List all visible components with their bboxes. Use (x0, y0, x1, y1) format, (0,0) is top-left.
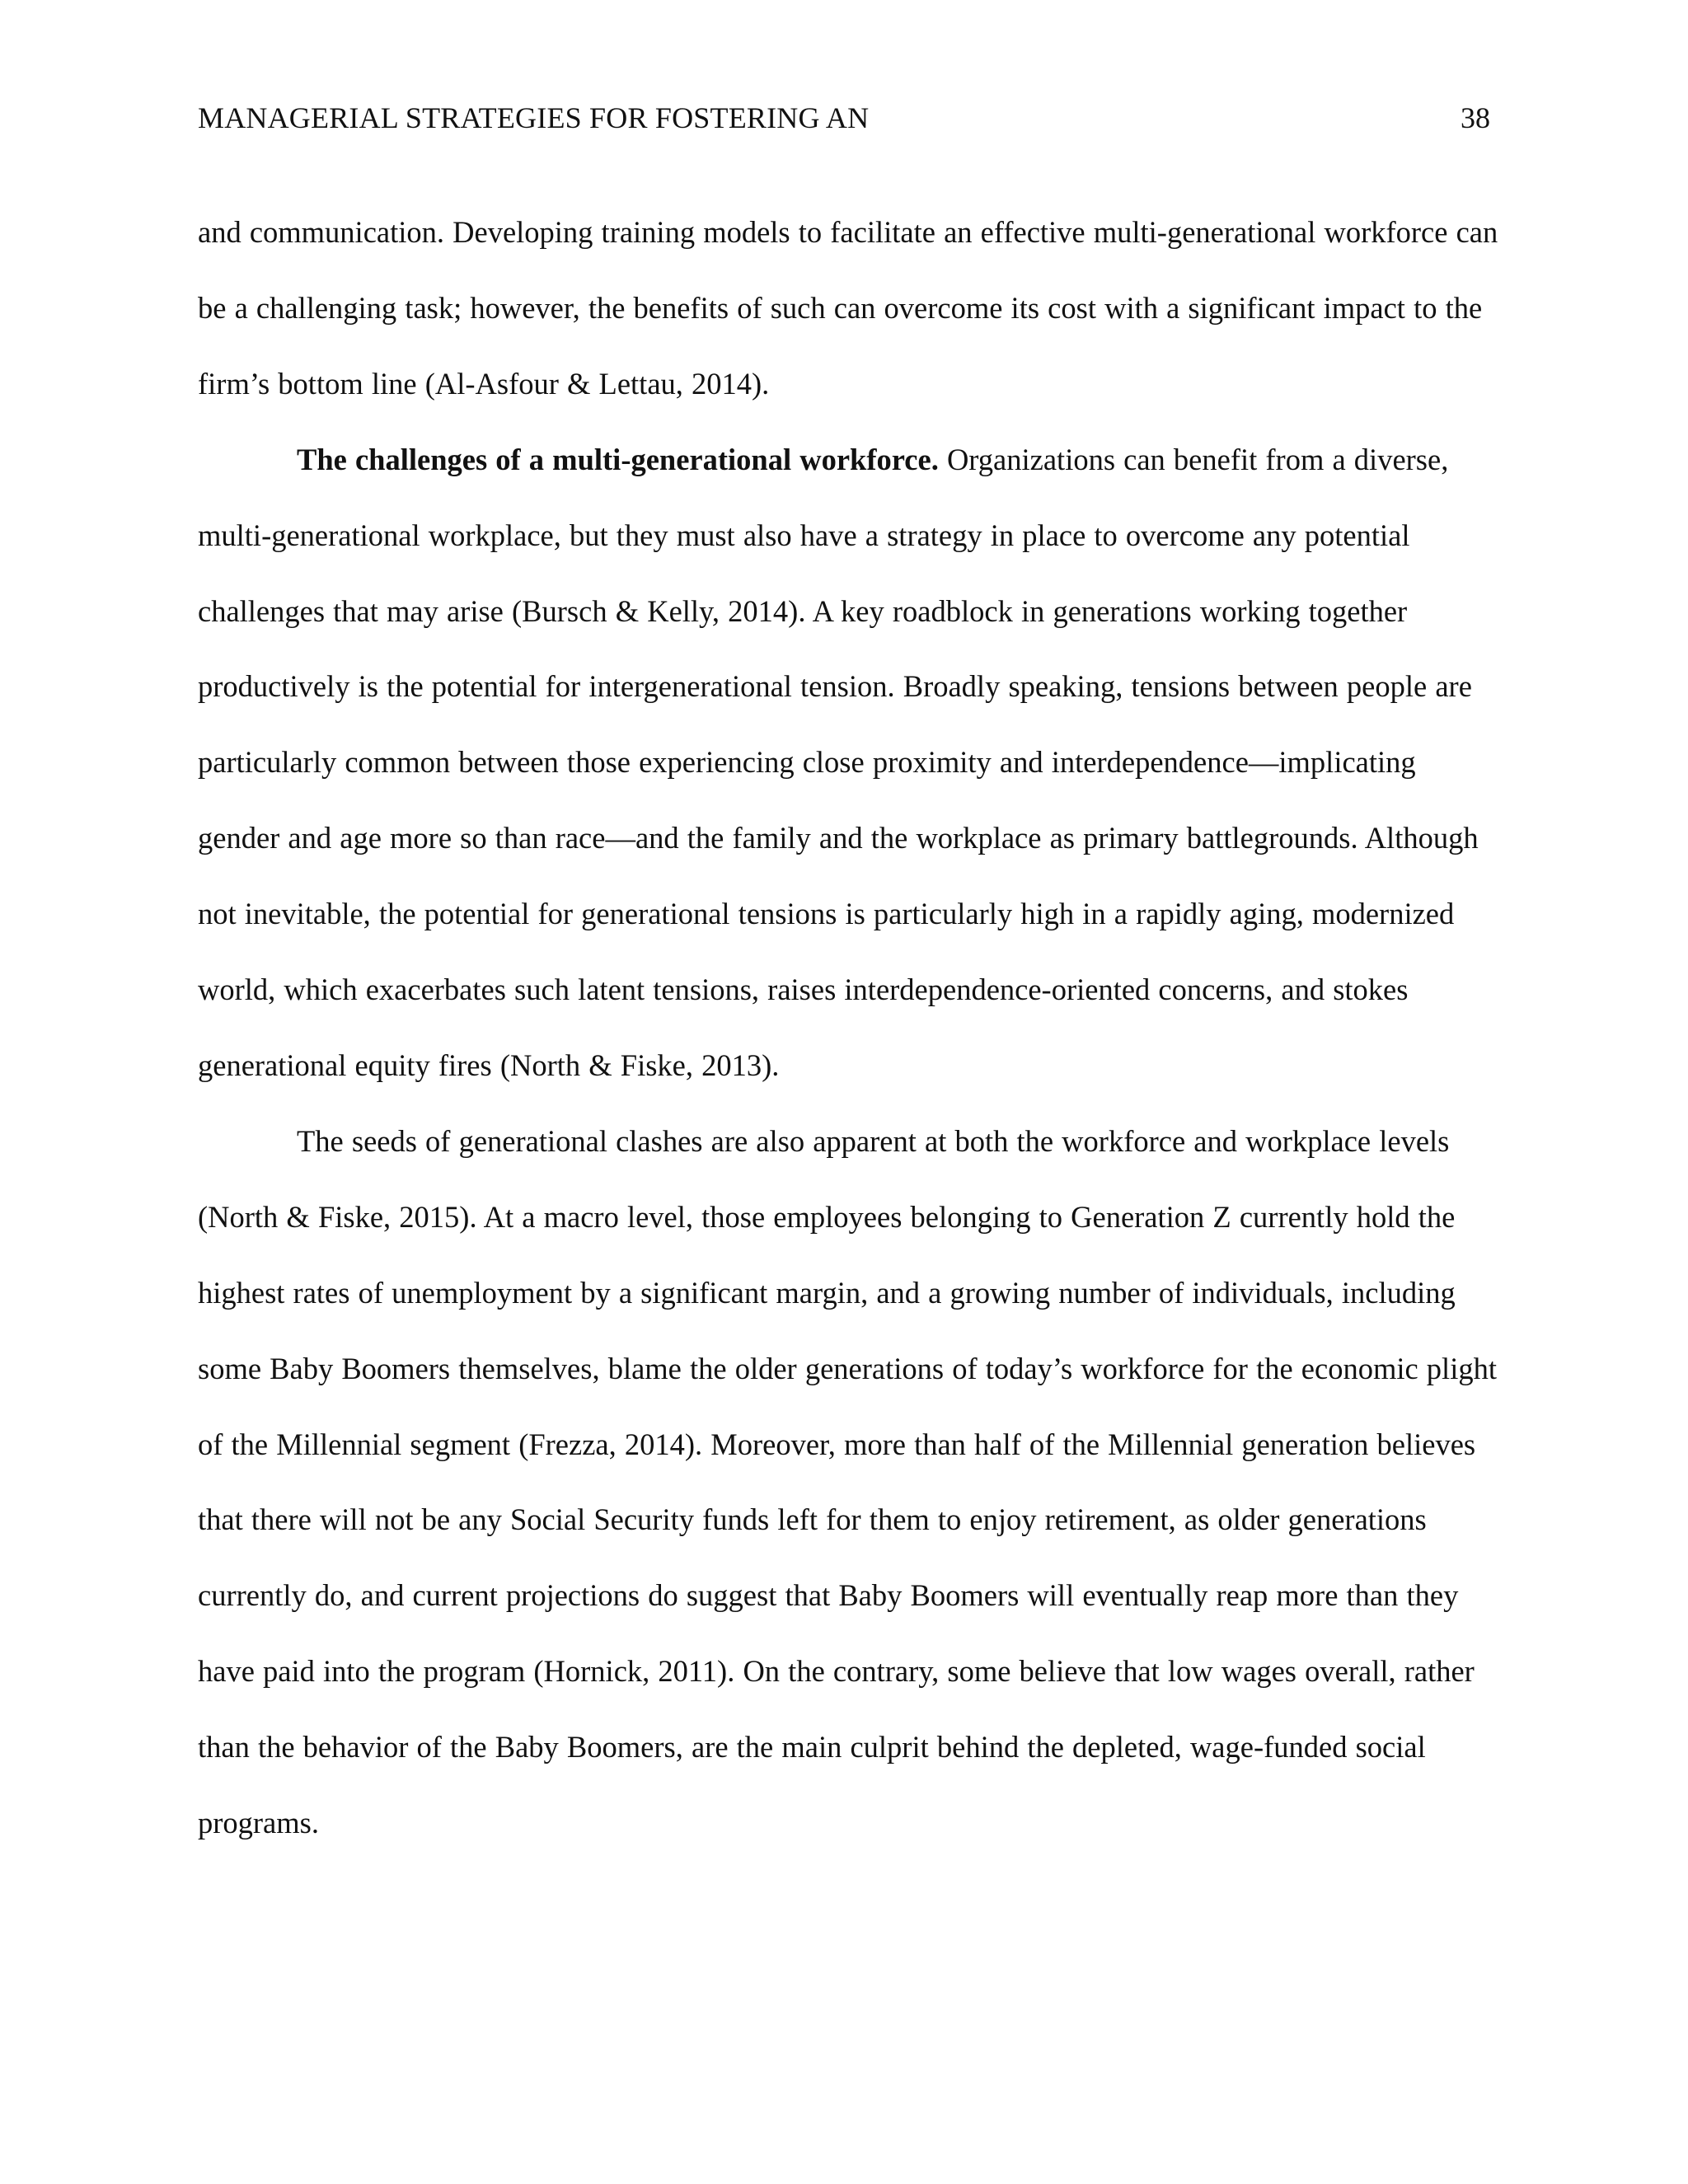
paragraph-text: and communication. Developing training models to facilitate an effective multi-generational workforce can be a challenging task; however, the benefits of such can overcome its cost with a significant impact to the firm’s bottom line (Al-Asfour & Lettau, 2014). (198, 215, 1498, 401)
paragraph-challenges (198, 422, 1500, 1104)
running-head (198, 97, 1490, 138)
paragraph-generational-clashes (198, 1104, 1500, 1861)
paragraph-continuation (198, 194, 1500, 422)
page-number: 38 (1461, 101, 1490, 134)
body-text (198, 194, 1500, 1861)
running-head-title: MANAGERIAL STRATEGIES FOR FOSTERING AN (198, 101, 870, 134)
paragraph-text: Organizations can benefit from a diverse, multi-generational workplace, but they must also have a strategy in place to overcome any potential challenges that may arise (Bursch & Kelly, 2014). A key roadblock in generations working together productively is the potential for intergenerational tension. Broadly speaking, tensions between people are particularly common between those experiencing close proximity and interdependence—implicating gender and age more so than race—and the family and the workplace as primary battlegrounds. Although not inevitable, the potential for generational tensions is particularly high in a rapidly aging, modernized world, which exacerbates such latent tensions, raises interdependence-oriented concerns, and stokes generational equity fires (North & Fiske, 2013). (198, 442, 1479, 1082)
section-heading: The challenges of a multi-generational workforce. (297, 442, 939, 476)
paragraph-text: The seeds of generational clashes are also apparent at both the workforce and workplace levels (North & Fiske, 2015). At a macro level, those employees belonging to Generation Z currently hold the highest rates of unemployment by a significant margin, and a growing number of individuals, including some Baby Boomers themselves, blame the older generations of today’s workforce for the economic plight of the Millennial segment (Frezza, 2014). Moreover, more than half of the Millennial generation believes that there will not be any Social Security funds left for them to enjoy retirement, as older generations currently do, and current projections do suggest that Baby Boomers will eventually reap more than they have paid into the program (Hornick, 2011). On the contrary, some believe that low wages overall, rather than the behavior of the Baby Boomers, are the main culprit behind the depleted, wage-funded social programs. (198, 1123, 1497, 1840)
